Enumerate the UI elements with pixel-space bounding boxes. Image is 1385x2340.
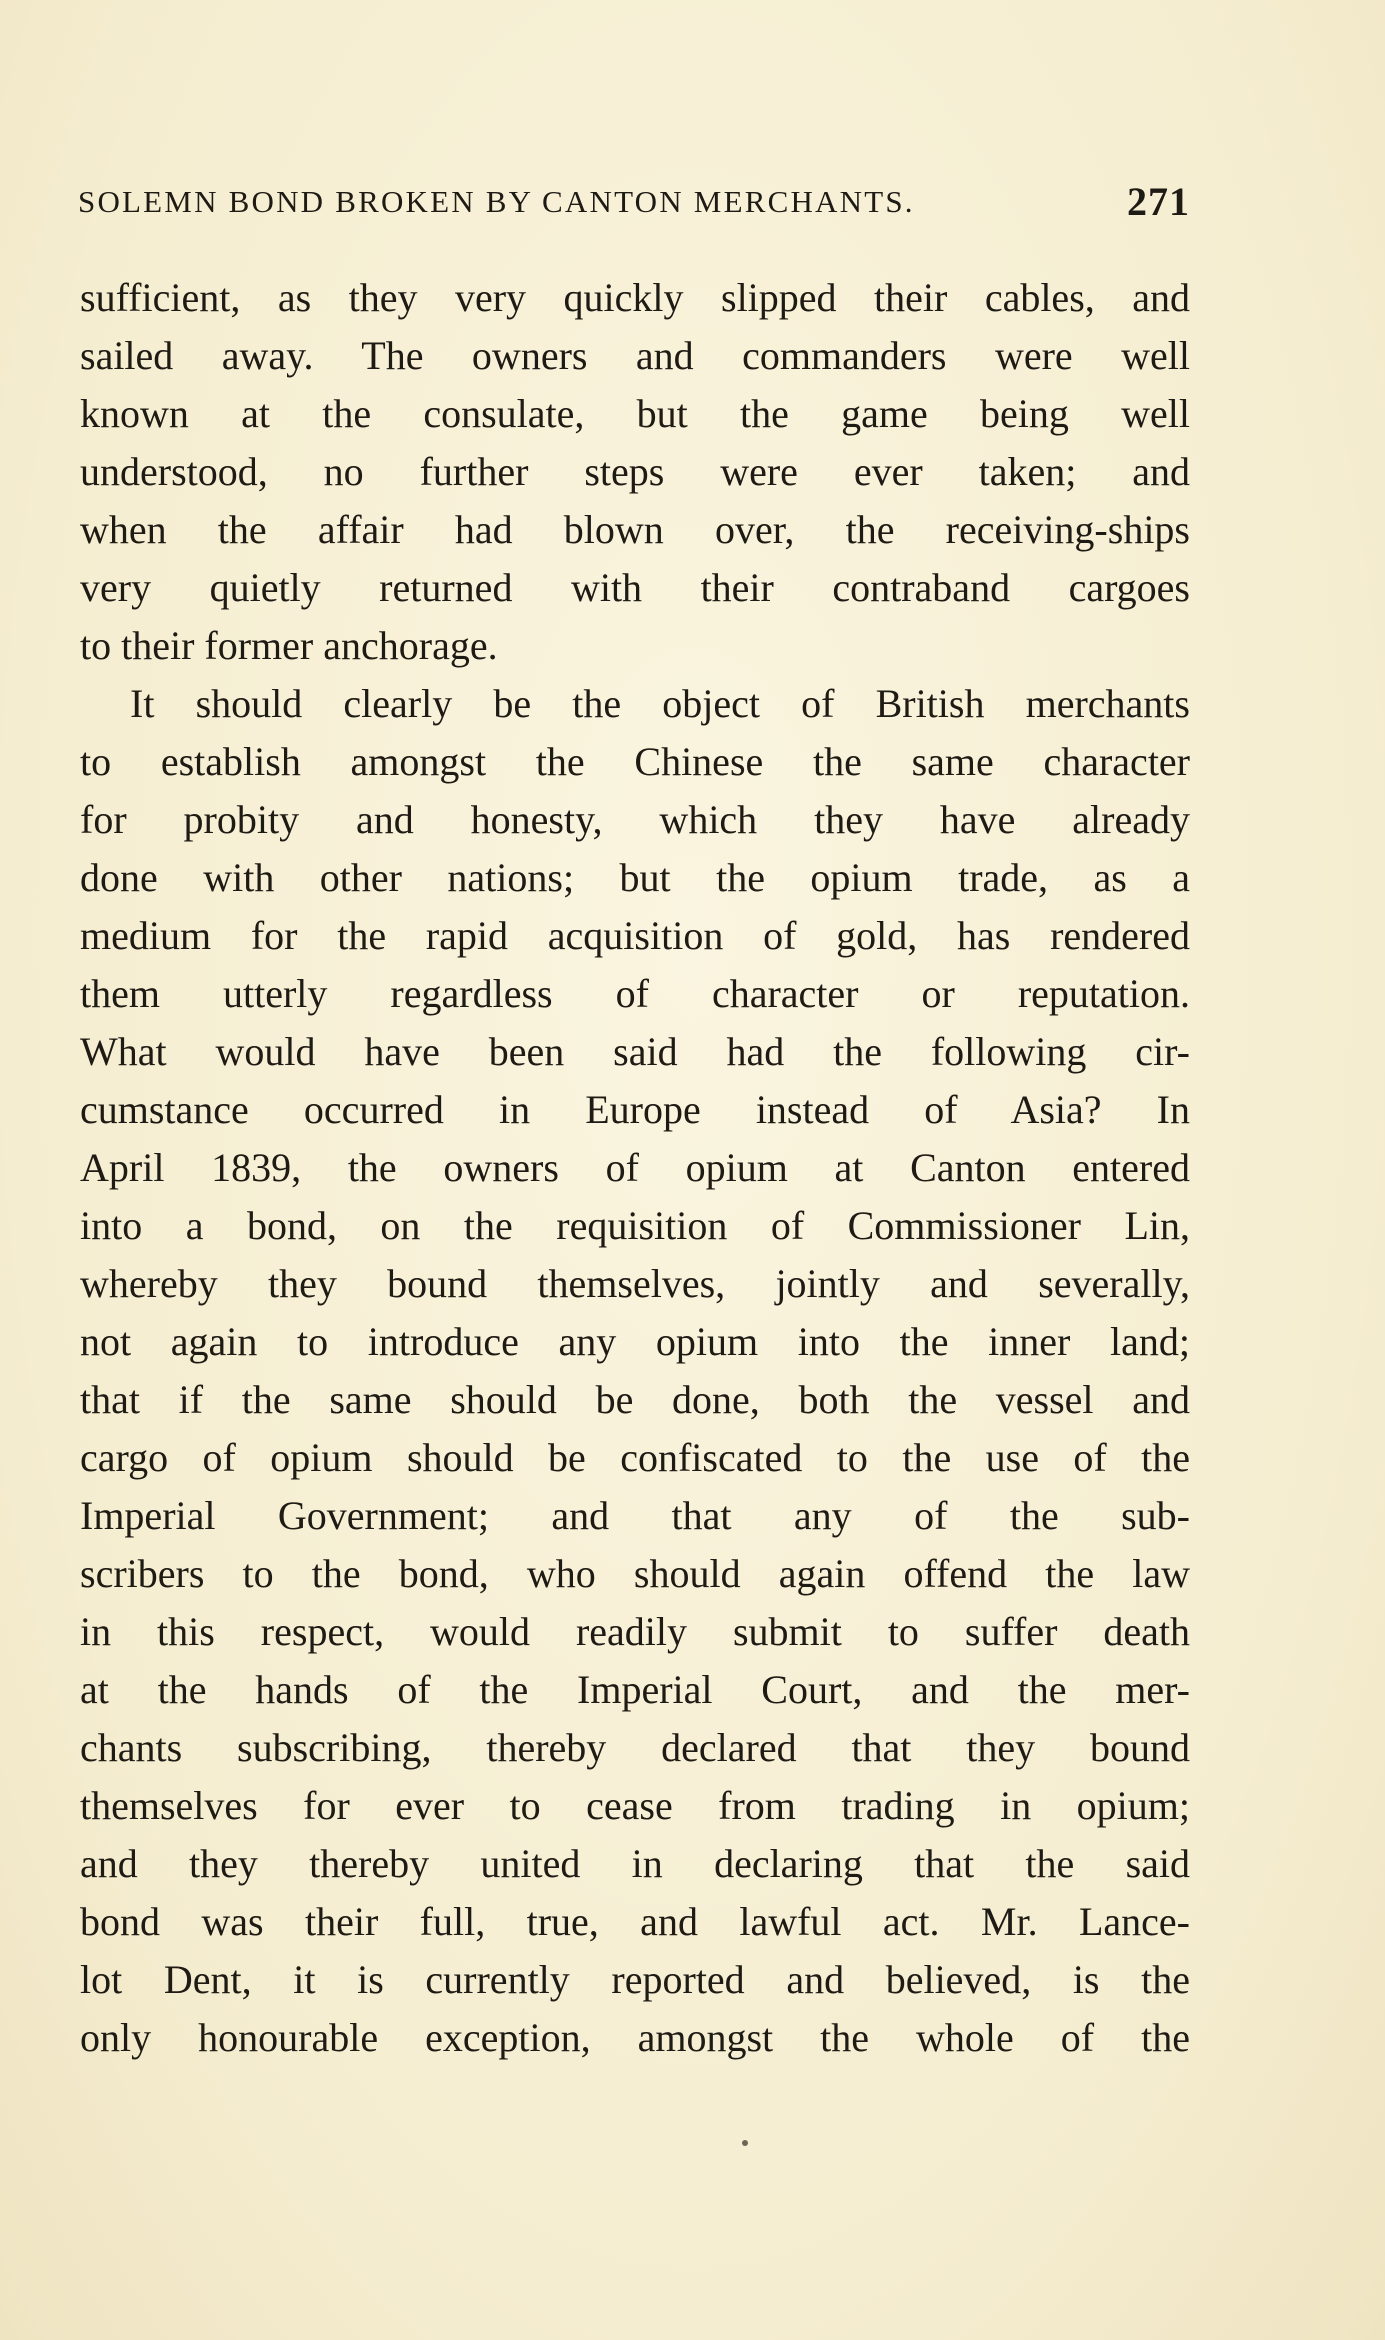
text-line: sufficient, as they very quickly slipped their cables, and [80,275,1190,320]
text-line: very quietly returned with their contraband cargoes [80,565,1190,610]
text-line: sailed away. The owners and commanders were well [80,333,1190,378]
text-line: that if the same should be done, both the vessel and [80,1377,1190,1422]
text-line: whereby they bound themselves, jointly and severally, [80,1261,1190,1306]
text-line: understood, no further steps were ever taken; and [80,449,1190,494]
page-header [78,172,1190,232]
body-text [80,269,1190,2067]
text-line: cargo of opium should be confiscated to the use of the [80,1435,1190,1480]
text-line: into a bond, on the requisition of Commissioner Lin, [80,1203,1190,1248]
text-line: themselves for ever to cease from trading in opium; [80,1783,1190,1828]
text-line: them utterly regardless of character or reputation. [80,971,1190,1016]
text-line: and they thereby united in declaring that the said [80,1841,1190,1886]
text-line: April 1839, the owners of opium at Canton entered [80,1145,1190,1190]
text-line: Imperial Government; and that any of the sub- [80,1493,1190,1538]
text-line: lot Dent, it is currently reported and believed, is the [80,1957,1190,2002]
text-line: medium for the rapid acquisition of gold, has rendered [80,913,1190,958]
text-line: to establish amongst the Chinese the same character [80,739,1190,784]
page-number: 271 [1127,179,1190,224]
text-line: done with other nations; but the opium trade, as a [80,855,1190,900]
text-line: What would have been said had the following cir- [80,1029,1190,1074]
text-line: to their former anchorage. [80,623,498,668]
text-line: in this respect, would readily submit to suffer death [80,1609,1190,1654]
text-line: scribers to the bond, who should again offend the law [80,1551,1190,1596]
text-line: bond was their full, true, and lawful act. Mr. Lance- [80,1899,1190,1944]
printer-mark [742,2140,748,2146]
text-line: It should clearly be the object of British merchants [130,681,1190,726]
running-head: SOLEMN BOND BROKEN BY CANTON MERCHANTS. [78,184,915,219]
text-line: for probity and honesty, which they have already [80,797,1190,842]
text-line: cumstance occurred in Europe instead of Asia? In [80,1087,1190,1132]
text-line: chants subscribing, thereby declared that they bound [80,1725,1190,1770]
text-line: when the affair had blown over, the receiving-ships [80,507,1190,552]
text-line: at the hands of the Imperial Court, and the mer- [80,1667,1190,1712]
text-line: not again to introduce any opium into the inner land; [80,1319,1190,1364]
text-line: only honourable exception, amongst the whole of the [80,2015,1190,2060]
text-line: known at the consulate, but the game being well [80,391,1190,436]
